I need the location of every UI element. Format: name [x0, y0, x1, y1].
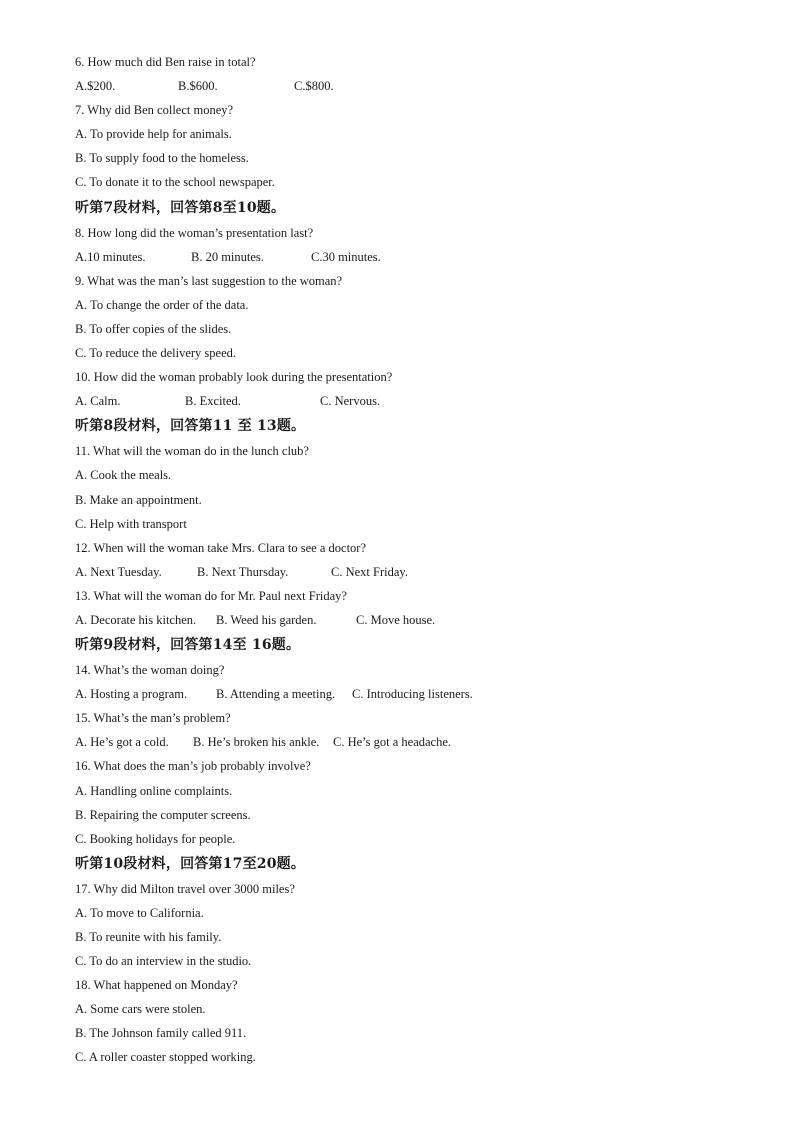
option-9a: A. To change the order of the data.: [75, 297, 249, 312]
option-16c: C. Booking holidays for people.: [75, 831, 236, 846]
exam-page: [75, 50, 755, 1070]
option-6a: A.$200.: [75, 79, 116, 94]
option-15b: B. He’s broken his ankle.: [193, 735, 320, 750]
options-15: [75, 730, 755, 754]
option-12b: B. Next Thursday.: [197, 564, 289, 579]
question-11: 11. What will the woman do in the lunch club?: [75, 444, 309, 459]
option-10c: C. Nervous.: [320, 394, 381, 409]
option-14c: C. Introducing listeners.: [352, 687, 473, 702]
option-17c: C. To do an interview in the studio.: [75, 954, 252, 969]
section-heading-7: 听第7段材料，回答第8至10题。: [75, 199, 286, 216]
option-12a: A. Next Tuesday.: [75, 564, 162, 579]
options-14: [75, 682, 755, 706]
option-11b: B. Make an appointment.: [75, 492, 202, 507]
option-9c: C. To reduce the delivery speed.: [75, 346, 236, 361]
option-15c: C. He’s got a headache.: [333, 735, 452, 750]
option-8a: A.10 minutes.: [75, 249, 146, 264]
option-13b: B. Weed his garden.: [216, 612, 317, 627]
options-8: [75, 245, 755, 269]
options-12: [75, 560, 755, 584]
question-12: 12. When will the woman take Mrs. Clara to see a doctor?: [75, 540, 367, 555]
question-16: 16. What does the man’s job probably involve?: [75, 759, 311, 774]
option-14a: A. Hosting a program.: [75, 687, 188, 702]
option-11a: A. Cook the meals.: [75, 468, 172, 483]
question-9: 9. What was the man’s last suggestion to the woman?: [75, 273, 343, 288]
option-8c: C.30 minutes.: [311, 249, 381, 264]
option-10b: B. Excited.: [185, 394, 241, 409]
question-7: 7. Why did Ben collect money?: [75, 103, 234, 118]
question-18: 18. What happened on Monday?: [75, 978, 238, 993]
options-6: [75, 74, 755, 98]
section-heading-10: 听第10段材料，回答第17至20题。: [75, 855, 306, 872]
option-17b: B. To reunite with his family.: [75, 930, 222, 944]
option-14b: B. Attending a meeting.: [216, 687, 336, 702]
option-18c: C. A roller coaster stopped working.: [75, 1050, 256, 1065]
option-7c: C. To donate it to the school newspaper.: [75, 175, 275, 190]
option-18b: B. The Johnson family called 911.: [75, 1026, 247, 1041]
option-17a: A. To move to California.: [75, 905, 204, 920]
option-10a: A. Calm.: [75, 394, 121, 409]
question-6: 6. How much did Ben raise in total?: [75, 55, 256, 69]
option-13a: A. Decorate his kitchen.: [75, 612, 197, 627]
option-6c: C.$800.: [294, 79, 334, 94]
question-13: 13. What will the woman do for Mr. Paul next Friday?: [75, 588, 347, 603]
question-8: 8. How long did the woman’s presentation last?: [75, 225, 314, 240]
question-17: 17. Why did Milton travel over 3000 miles?: [75, 881, 295, 896]
question-14: 14. What’s the woman doing?: [75, 663, 225, 678]
option-16a: A. Handling online complaints.: [75, 783, 233, 798]
option-18a: A. Some cars were stolen.: [75, 1002, 206, 1017]
option-8b: B. 20 minutes.: [191, 249, 264, 264]
question-10: 10. How did the woman probably look during the presentation?: [75, 370, 393, 385]
option-9b: B. To offer copies of the slides.: [75, 321, 232, 336]
option-7b: B. To supply food to the homeless.: [75, 151, 249, 166]
option-16b: B. Repairing the computer screens.: [75, 807, 251, 822]
options-10: [75, 389, 755, 413]
option-6b: B.$600.: [178, 79, 218, 94]
options-13: [75, 608, 755, 632]
option-12c: C. Next Friday.: [331, 564, 408, 579]
option-11c: C. Help with transport: [75, 516, 187, 531]
option-7a: A. To provide help for animals.: [75, 127, 232, 142]
option-15a: A. He’s got a cold.: [75, 735, 169, 750]
option-13c: C. Move house.: [356, 612, 436, 627]
section-heading-9: 听第9段材料，回答第14至 16题。: [75, 637, 301, 654]
section-heading-8: 听第8段材料，回答第11 至 13题。: [75, 418, 306, 435]
question-15: 15. What’s the man’s problem?: [75, 711, 231, 726]
